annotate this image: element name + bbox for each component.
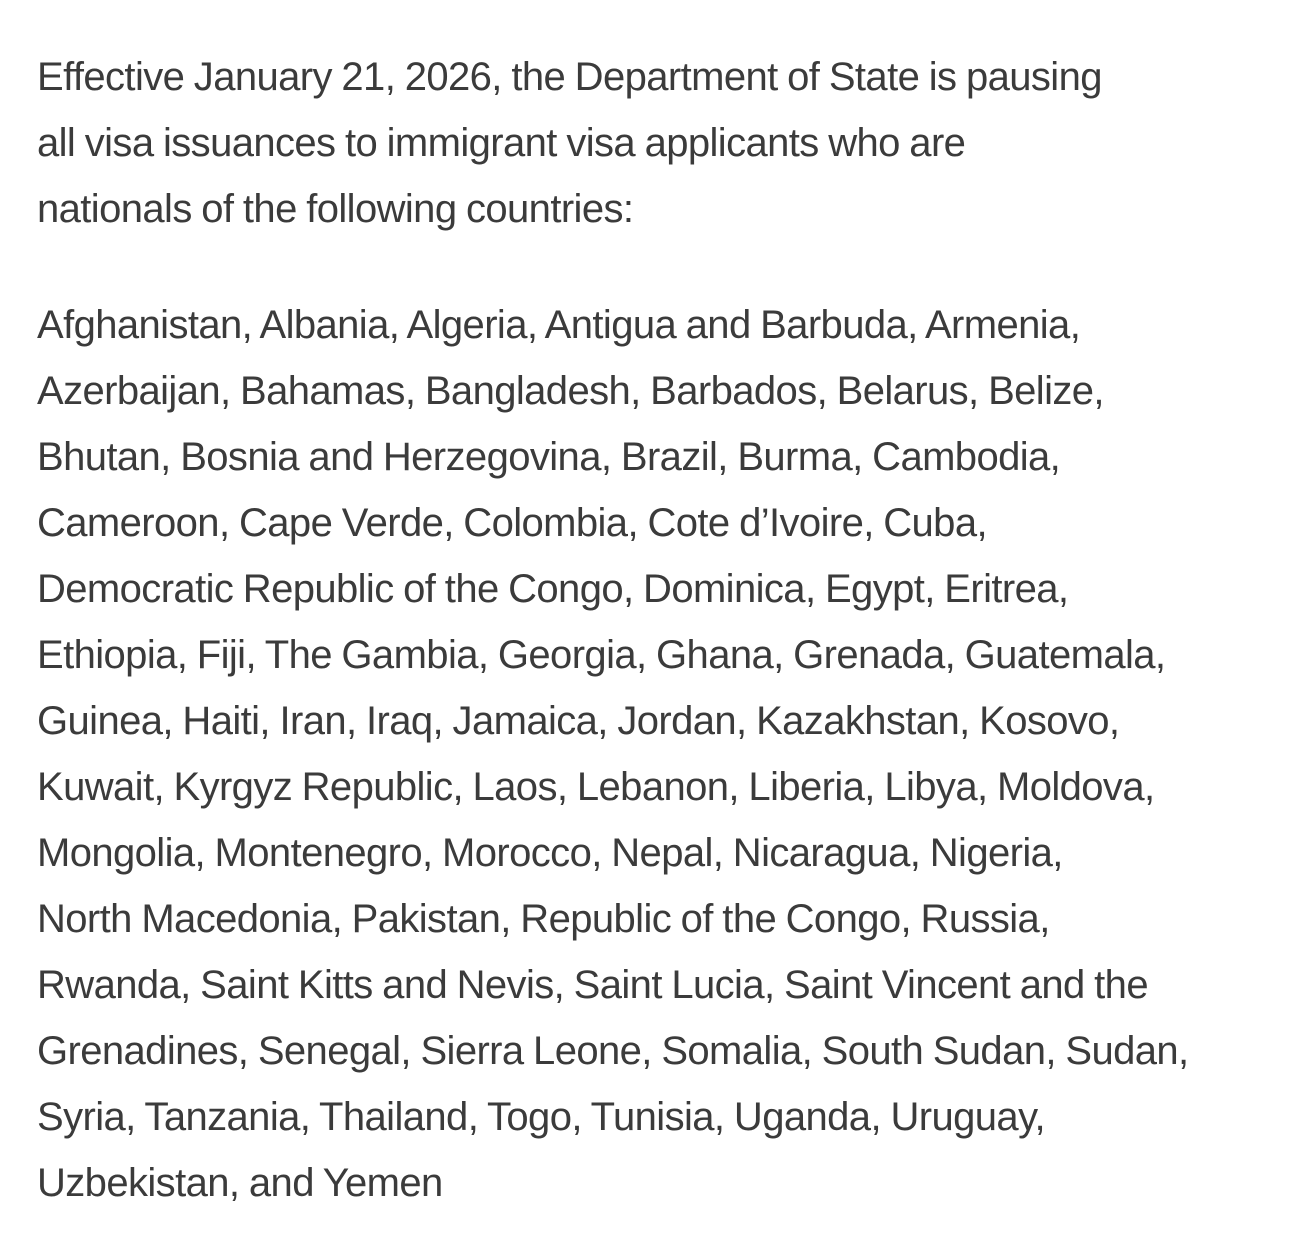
country-list-line: Rwanda, Saint Kitts and Nevis, Saint Lucia, Saint Vincent and the [37, 963, 1148, 1007]
country-list-line: North Macedonia, Pakistan, Republic of the Congo, Russia, [37, 897, 1050, 941]
country-list-line: Syria, Tanzania, Thailand, Togo, Tunisia, Uganda, Uruguay, [37, 1095, 1046, 1139]
country-list-line: Ethiopia, Fiji, The Gambia, Georgia, Ghana, Grenada, Guatemala, [37, 633, 1166, 677]
intro-paragraph [37, 44, 1272, 242]
country-list-line: Mongolia, Montenegro, Morocco, Nepal, Nicaragua, Nigeria, [37, 831, 1063, 875]
intro-line: Effective January 21, 2026, the Department of State is pausing [37, 55, 1102, 99]
country-list-line: Kuwait, Kyrgyz Republic, Laos, Lebanon, Liberia, Libya, Moldova, [37, 765, 1155, 809]
country-list-line: Democratic Republic of the Congo, Dominica, Egypt, Eritrea, [37, 567, 1069, 611]
document-body [37, 44, 1272, 1216]
country-list-line: Bhutan, Bosnia and Herzegovina, Brazil, Burma, Cambodia, [37, 435, 1061, 479]
country-list-line: Uzbekistan, and Yemen [37, 1161, 443, 1205]
country-list-line: Afghanistan, Albania, Algeria, Antigua and Barbuda, Armenia, [37, 303, 1081, 347]
country-list-line: Grenadines, Senegal, Sierra Leone, Somalia, South Sudan, Sudan, [37, 1029, 1189, 1073]
intro-line: all visa issuances to immigrant visa applicants who are [37, 121, 966, 165]
country-list-line: Guinea, Haiti, Iran, Iraq, Jamaica, Jordan, Kazakhstan, Kosovo, [37, 699, 1120, 743]
intro-line: nationals of the following countries: [37, 187, 634, 231]
country-list-line: Cameroon, Cape Verde, Colombia, Cote d’Ivoire, Cuba, [37, 501, 987, 545]
country-list-paragraph [37, 292, 1272, 1216]
country-list-line: Azerbaijan, Bahamas, Bangladesh, Barbados, Belarus, Belize, [37, 369, 1104, 413]
